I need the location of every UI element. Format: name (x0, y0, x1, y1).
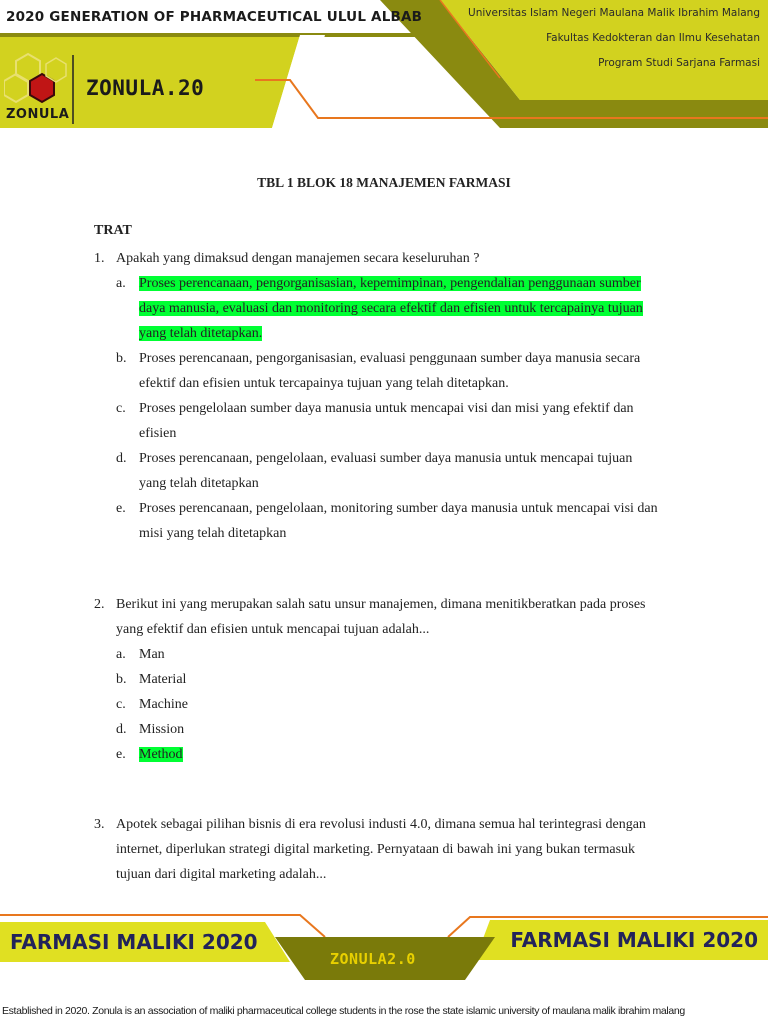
footer-brand: ZONULA2.0 (330, 950, 416, 968)
document-title: TBL 1 BLOK 18 MANAJEMEN FARMASI (257, 175, 511, 190)
option-label: e. (116, 501, 126, 516)
question-text: Apotek sebagai pilihan bisnis di era revolusi industi 4.0, dimana semua hal terintegrasi dengan internet, diperlukan strategi digital marketing. Pernyataan di bawah ini yang bukan termasuk tujuan dari digital marketing adalah... (116, 817, 646, 882)
option-1a (116, 271, 661, 346)
option-2b (116, 667, 661, 692)
question-1 (94, 246, 664, 271)
option-2e (116, 742, 661, 767)
option-text: Proses pengelolaan sumber daya manusia untuk mencapai visi dan misi yang efektif dan efisien (139, 401, 634, 441)
option-2d (116, 717, 661, 742)
brand-title: ZONULA.20 (86, 76, 205, 100)
option-label: d. (116, 722, 127, 737)
option-label: d. (116, 451, 127, 466)
question-text: Berikut ini yang merupakan salah satu unsur manajemen, dimana menitikberatkan pada proses yang efektif dan efisien untuk mencapai tujuan adalah... (116, 597, 646, 637)
option-1c (116, 396, 661, 446)
option-2a (116, 642, 661, 667)
question-number: 3. (94, 817, 105, 832)
question-number: 1. (94, 251, 105, 266)
option-label: b. (116, 672, 127, 687)
header-top-title: 2020 GENERATION OF PHARMACEUTICAL ULUL ALBAB (6, 9, 423, 25)
logo-wordmark: ZONULA (6, 107, 70, 122)
option-text: Proses perencanaan, pengelolaan, evaluasi sumber daya manusia untuk mencapai tujuan yang telah ditetapkan (139, 451, 633, 491)
option-label: c. (116, 401, 126, 416)
footer-banner-right-text: FARMASI MALIKI 2020 (510, 928, 758, 952)
option-text: Proses perencanaan, pengelolaan, monitoring sumber daya manusia untuk mencapai visi dan misi yang telah ditetapkan (139, 501, 658, 541)
footer-banner-left-text: FARMASI MALIKI 2020 (10, 930, 258, 954)
option-1e (116, 496, 661, 546)
option-text: Mission (139, 722, 185, 737)
established-note: Established in 2020. Zonula is an association of maliki pharmaceutical college students in the rose the state islamic university of maulana malik ibrahim malang (2, 1005, 685, 1017)
option-label: b. (116, 351, 127, 366)
section-heading: TRAT (94, 223, 132, 238)
university-name: Universitas Islam Negeri Maulana Malik Ibrahim Malang (468, 7, 760, 19)
option-label: c. (116, 697, 126, 712)
option-text: Man (139, 647, 165, 662)
option-1b (116, 346, 661, 396)
option-text: Proses perencanaan, pengorganisasian, evaluasi penggunaan sumber daya manusia secara efektif dan efisien untuk tercapainya tujuan yang telah ditetapkan. (139, 351, 641, 391)
faculty-name: Fakultas Kedokteran dan Ilmu Kesehatan (546, 32, 760, 44)
option-text: Material (139, 672, 187, 687)
option-2c (116, 692, 661, 717)
question-number: 2. (94, 597, 105, 612)
option-label: a. (116, 276, 126, 291)
question-3 (94, 812, 664, 887)
option-text-highlighted: Proses perencanaan, pengorganisasian, kepemimpinan, pengendalian penggunaan sumber daya manusia, evaluasi dan monitoring secara efektif dan efisien untuk tercapainya tujuan yang telah ditetapkan. (139, 276, 643, 341)
option-label: e. (116, 747, 126, 762)
program-name: Program Studi Sarjana Farmasi (598, 57, 760, 69)
question-text: Apakah yang dimaksud dengan manajemen secara keseluruhan ? (116, 251, 480, 266)
option-1d (116, 446, 661, 496)
question-2 (94, 592, 664, 642)
option-text: Machine (139, 697, 188, 712)
option-text-highlighted: Method (139, 747, 183, 762)
option-label: a. (116, 647, 126, 662)
